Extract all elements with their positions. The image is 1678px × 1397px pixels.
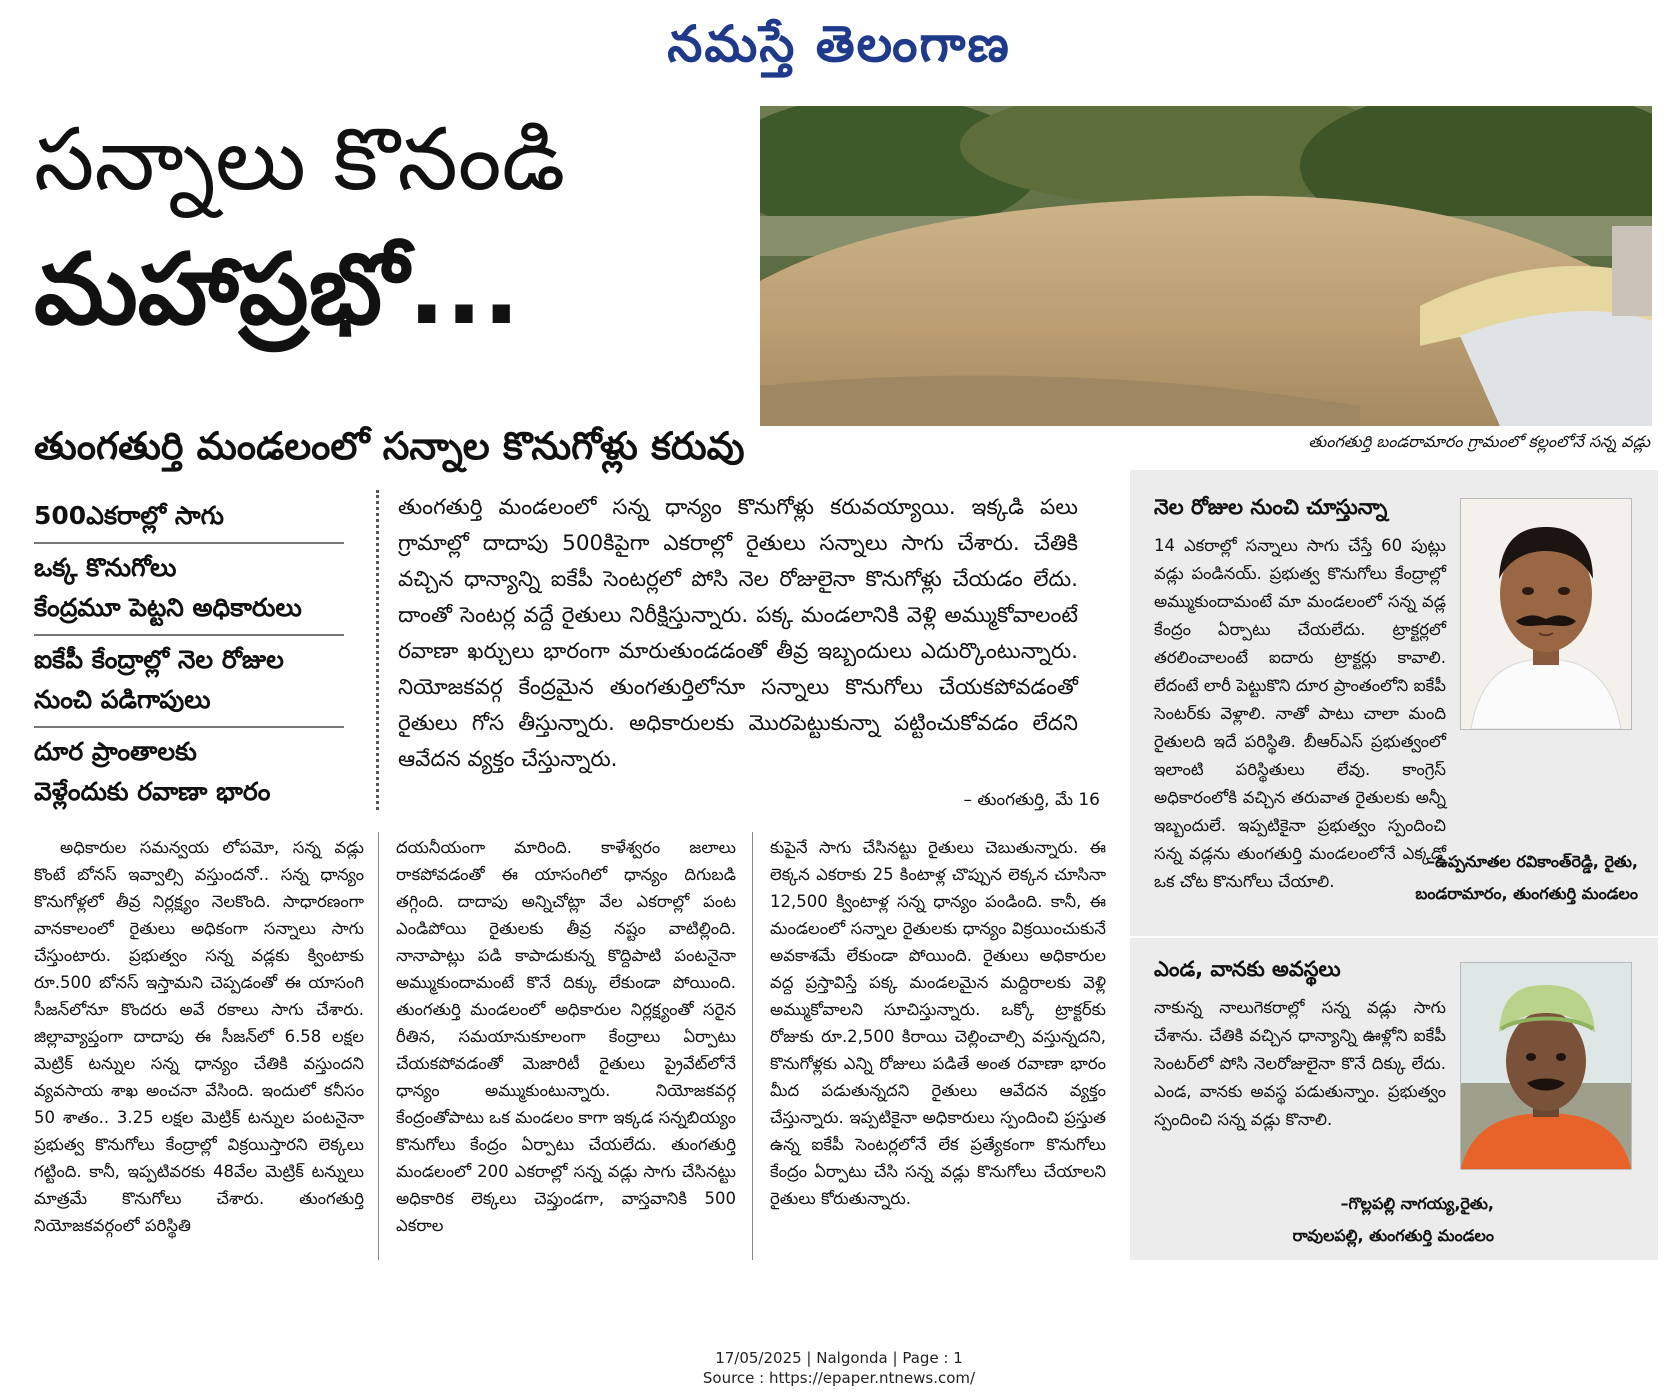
footer-source-link[interactable]: Source : https://epaper.ntnews.com/	[702, 1369, 976, 1387]
highlight-line: నుంచి పడిగాపులు	[34, 685, 211, 714]
body-column-3	[770, 834, 1106, 1212]
highlight-line: ఒక్క కొనుగోలు	[34, 553, 177, 582]
quote-text: 14 ఎకరాల్లో సన్నాలు సాగు చేస్తే 60 పుట్లు వడ్లు పండినయ్. ప్రభుత్వ కొనుగోలు కేంద్రాల్లో అమ్ముకుందామంటే మా మండలంలో సన్న వడ్ల కేంద్రం ఏర్పాటు చేయలేదు. ట్రాక్టర్లలో తరలించాలంటే ఐదారు ట్రాక్టర్లు కావాలి. లేదంటే లారీ పెట్టుకొని దూర ప్రాంతంలోని ఐకేపీ సెంటర్‌కు వెళ్లాలి. నాతో పాటు చాలా మంది రైతులది ఇదే పరిస్థితి. బీఆర్‌ఎస్ ప్రభుత్వంలో ఇలాంటి పరిస్థితులు లేవు. కాంగ్రెస్ అధికారంలోకి వచ్చిన తరువాత రైతులకు అన్నీ ఇబ్బందులే. ఇప్పటికైనా ప్రభుత్వం స్పందించి సన్న వడ్లను తుంగతుర్తి మండలంలోనే ఎక్కడో ఒక చోట కొనుగోలు చేయాలి.	[1154, 536, 1446, 891]
subheadline: తుంగతుర్తి మండలంలో సన్నాల కొనుగోళ్లు కరువు	[34, 424, 745, 468]
column-rule	[378, 832, 379, 1260]
highlight-item	[34, 544, 344, 636]
footer-edition-info: 17/05/2025 | Nalgonda | Page : 1	[715, 1349, 963, 1367]
farmer-quotes-sidebar	[1130, 470, 1658, 1260]
quote-heading: ఎండ, వానకు అవస్థలు	[1154, 957, 1341, 981]
highlight-line: కేంద్రమూ పెట్టని అధికారులు	[34, 593, 302, 622]
highlight-line: ఐకేపీ కేంద్రాల్లో నెల రోజుల	[34, 645, 284, 674]
quote-attribution: –ఉప్పనూతల రవికాంత్‌రెడ్డి, రైతు,	[1427, 852, 1638, 871]
page-footer	[0, 1348, 1678, 1388]
sidebar-separator	[1130, 936, 1658, 938]
highlight-line: 500ఎకరాల్లో సాగు	[34, 501, 224, 530]
lede-text: తుంగతుర్తి మండలంలో సన్న ధాన్యం కొనుగోళ్లు కరువయ్యాయి. ఇక్కడి పలు గ్రామాల్లో దాదాపు 500కిపైగా ఎకరాల్లో రైతులు సన్నాలు సాగు చేశారు. చేతికి వచ్చిన ధాన్యాన్ని ఐకేపీ సెంటర్లలో పోసి నెల రోజులైనా కొనుగోళ్లు చేయడం లేదు. దాంతో సెంటర్ల వద్దే రైతులు నిరీక్షిస్తున్నారు. పక్క మండలానికి వెళ్లి అమ్ముకోవాలంటే రవాణా ఖర్చులు భారంగా మారుతుండడంతో తీవ్ర ఇబ్బందులు ఎదుర్కొంటున్నారు. నియోజకవర్గ కేంద్రమైన తుంగతుర్తిలోనూ సన్నాలు కొనుగోలు చేయకపోవడంతో రైతులు గోస తీస్తున్నారు. అధికారులకు మొరపెట్టుకున్నా పట్టించుకోవడం లేదని ఆవేదన వ్యక్తం చేస్తున్నారు.	[398, 495, 1078, 772]
body-column-1	[34, 834, 364, 1239]
farmer-portrait-photo	[1460, 498, 1632, 730]
highlight-item	[34, 728, 344, 818]
highlights-box	[34, 492, 344, 818]
quote-text: నాకున్న నాలుగెకరాల్లో సన్న వడ్లు సాగు చేశాను. చేతికి వచ్చిన ధాన్యాన్ని ఊళ్లోని ఐకేపీ సెంటర్‌లో పోసి నెలరోజులైనా కొనే దిక్కు లేదు. ఎండ, వానకు అవస్థ పడుతున్నాం. ప్రభుత్వం స్పందించి సన్న వడ్లు కొనాలి.	[1154, 998, 1446, 1129]
body-text: కుపైనే సాగు చేసినట్టు రైతులు చెబుతున్నారు. ఈ లెక్కన ఎకరాకు 25 కింటాళ్ల చొప్పున లెక్కన చూసినా 12,500 క్వింటాళ్ల సన్న ధాన్యం పండింది. కానీ, ఈ మండలంలో సన్నాల రైతులకు ధాన్యం విక్రయించుకునే అవకాశమే లేకుండా పోయింది. రైతులు అధికారుల వద్ద ప్రస్తావిస్తే పక్క మండలమైన మద్దిరాలకు వెళ్లి అమ్ముకోవాలని సూచిస్తున్నారు. ఒక్కో ట్రాక్టర్‌కు రోజుకు రూ.2,500 కిరాయి చెల్లించాల్సి వస్తున్నదని, కొనుగోళ్లకు ఎన్ని రోజులు పడితే అంత రవాణా భారం మీద పడుతున్నదని రైతులు ఆవేదన వ్యక్తం చేస్తున్నారు. ఇప్పటికైనా అధికారులు స్పందించి ప్రస్తుత ఉన్న ఐకేపీ సెంటర్లలోనే లేక ప్రత్యేకంగా కొనుగోలు కేంద్రం ఏర్పాటు చేసి సన్న వడ్లు కొనుగోలు చేయాలని రైతులు కోరుతున్నారు.	[770, 838, 1106, 1208]
dateline: – తుంగతుర్తి, మే 16	[963, 790, 1100, 810]
photo-caption: తుంగతుర్తి బండరామారం గ్రామంలో కల్లంలోనే సన్న వడ్లు	[1308, 432, 1650, 451]
headline	[34, 100, 754, 360]
headline-line-2: మహాప్రభో...	[34, 233, 520, 347]
quote-heading: నెల రోజుల నుంచి చూస్తున్నా	[1154, 495, 1388, 519]
newspaper-masthead: నమస్తే తెలంగాణ	[667, 15, 1011, 73]
body-text: దయనీయంగా మారింది. కాళేశ్వరం జలాలు రాకపోవడంతో ఈ యాసంగిలో ధాన్యం దిగుబడి తగ్గింది. దాదాపు అన్నిచోట్లా వేల ఎకరాల్లో పంట ఎండిపోయి రైతులకు తీవ్ర నష్టం వాటిల్లింది. నానాపాట్లు పడి కాపాడుకున్న కొద్దిపాటి పంటనైనా అమ్ముకుందామంటే కొనే దిక్కు లేకుండా పోయింది. తుంగతుర్తి మండలంలో అధికారుల నిర్లక్ష్యంతో సరైన రీతిన, సమయానుకూలంగా కేంద్రాలు ఏర్పాటు చేయకపోవడంతో మెజారిటీ రైతులు ప్రైవేట్‌లోనే ధాన్యం అమ్ముకుంటున్నారు. నియోజకవర్గ కేంద్రంతోపాటు ఒక మండలం కాగా ఇక్కడ సన్నబియ్యం కొనుగోలు కేంద్రం ఏర్పాటు చేయలేదు. తుంగతుర్తి మండలంలో 200 ఎకరాల్లో సన్న వడ్లు సాగు చేసినట్టు అధికారిక లెక్కలు చెప్తుండగా, వాస్తవానికి 500 ఎకరాల	[396, 838, 736, 1235]
dotted-divider	[376, 490, 379, 810]
grain-heap-photo	[760, 106, 1652, 426]
highlight-item	[34, 492, 344, 544]
highlight-line: దూర ప్రాంతాలకు	[34, 737, 197, 766]
body-column-2	[396, 834, 736, 1239]
lede-paragraph	[398, 490, 1078, 778]
quote-attribution: –గొల్లపల్లి నాగయ్య,రైతు,	[1340, 1194, 1494, 1213]
headline-line-1: సన్నాలు కొనండి	[34, 110, 566, 210]
highlight-item	[34, 636, 344, 728]
farmer-portrait-photo	[1460, 962, 1632, 1170]
quote-attribution-place: బండరామారం, తుంగతుర్తి మండలం	[1415, 884, 1638, 903]
quote-attribution-place: రావులపల్లి, తుంగతుర్తి మండలం	[1292, 1226, 1494, 1245]
body-text: అధికారుల సమన్వయ లోపమో, సన్న వడ్లు కొంటే బోనస్ ఇవ్వాల్సి వస్తుందనో.. సన్న ధాన్యం కొనుగోళ్లలో తీవ్ర నిర్లక్ష్యం నెలకొంది. సాధారణంగా వానకాలంలో రైతులు అధికంగా సన్నాలు సాగు చేస్తుంటారు. ప్రభుత్వం సన్న వడ్లకు క్వింటాకు రూ.500 బోనస్ ఇస్తామని చెప్పడంతో ఈ యాసంగి సీజన్‌లోనూ కొందరు అవే రకాలు సాగు చేశారు. జిల్లావ్యాప్తంగా దాదాపు ఈ సీజన్‌లో 6.58 లక్షల మెట్రిక్ టన్నుల సన్న ధాన్యం చేతికి వస్తుందని వ్యవసాయ శాఖ అంచనా వేసింది. ఇందులో కనీసం 50 శాతం.. 3.25 లక్షల మెట్రిక్ టన్నుల పంటనైనా ప్రభుత్వ కొనుగోలు కేంద్రాల్లో విక్రయిస్తారని లెక్కలు గట్టింది. కానీ, ఇప్పటివరకు 48వేల మెట్రిక్ టన్నులు మాత్రమే కొనుగోలు చేశారు. తుంగతుర్తి నియోజకవర్గంలో పరిస్థితి	[34, 838, 364, 1235]
column-rule	[752, 832, 753, 1260]
highlight-line: వెళ్లేందుకు రవాణా భారం	[34, 777, 271, 806]
